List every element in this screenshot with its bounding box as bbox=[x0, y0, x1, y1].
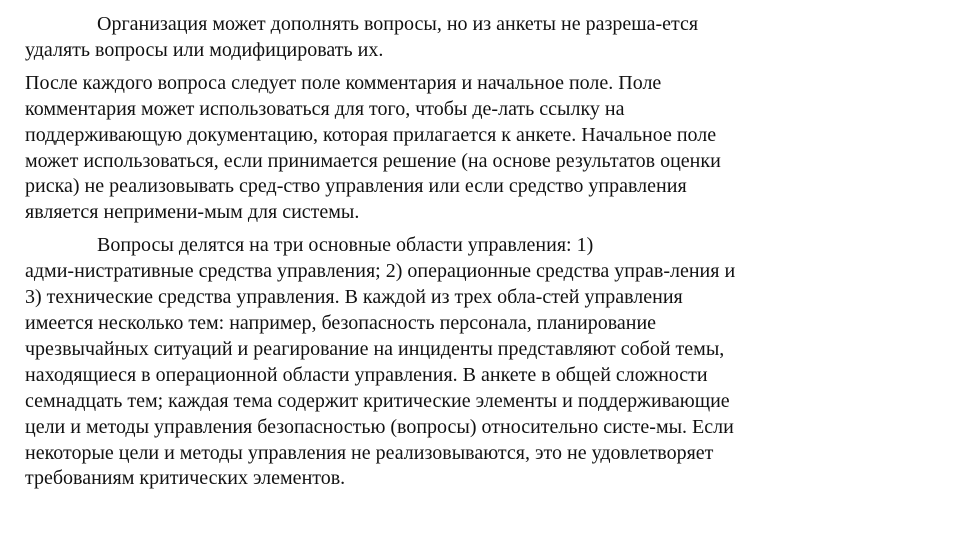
document-body bbox=[25, 12, 895, 499]
paragraph-line: может использоваться, если принимается решение (на основе результатов оценки bbox=[25, 149, 721, 172]
paragraph-line: является непримени-мым для системы. bbox=[25, 201, 360, 224]
paragraph-line: 3) технические средства управления. В каждой из трех обла-стей управления bbox=[25, 286, 683, 309]
paragraph-1 bbox=[25, 12, 895, 64]
paragraph-line: адми-нистративные средства управления; 2) операционные средства управ-ления и bbox=[25, 260, 736, 283]
paragraph-3 bbox=[25, 233, 895, 492]
paragraph-line: удалять вопросы или модифицировать их. bbox=[25, 38, 384, 61]
paragraph-2 bbox=[25, 71, 895, 226]
paragraph-line: Вопросы делятся на три основные области управления: 1) bbox=[97, 234, 594, 257]
paragraph-line: цели и методы управления безопасностью (вопросы) относительно систе-мы. Если bbox=[25, 415, 734, 438]
paragraph-line: требованиям критических элементов. bbox=[25, 467, 346, 490]
paragraph-line: имеется несколько тем: например, безопасность персонала, планирование bbox=[25, 311, 657, 334]
paragraph-line: семнадцать тем; каждая тема содержит критические элементы и поддерживающие bbox=[25, 389, 730, 412]
paragraph-line: чрезвычайных ситуаций и реагирование на инциденты представляют собой темы, bbox=[25, 337, 725, 360]
paragraph-line: комментария может использоваться для того, чтобы де-лать ссылку на bbox=[25, 97, 625, 120]
paragraph-line: риска) не реализовывать сред-ство управления или если средство управления bbox=[25, 175, 687, 198]
paragraph-line: находящиеся в операционной области управления. В анкете в общей сложности bbox=[25, 363, 708, 386]
paragraph-line: После каждого вопроса следует поле комментария и начальное поле. Поле bbox=[25, 71, 662, 94]
paragraph-line: Организация может дополнять вопросы, но из анкеты не разреша-ется bbox=[97, 13, 699, 35]
paragraph-line: поддерживающую документацию, которая прилагается к анкете. Начальное поле bbox=[25, 123, 717, 146]
paragraph-line: некоторые цели и методы управления не реализовываются, это не удовлетворяет bbox=[25, 441, 714, 464]
